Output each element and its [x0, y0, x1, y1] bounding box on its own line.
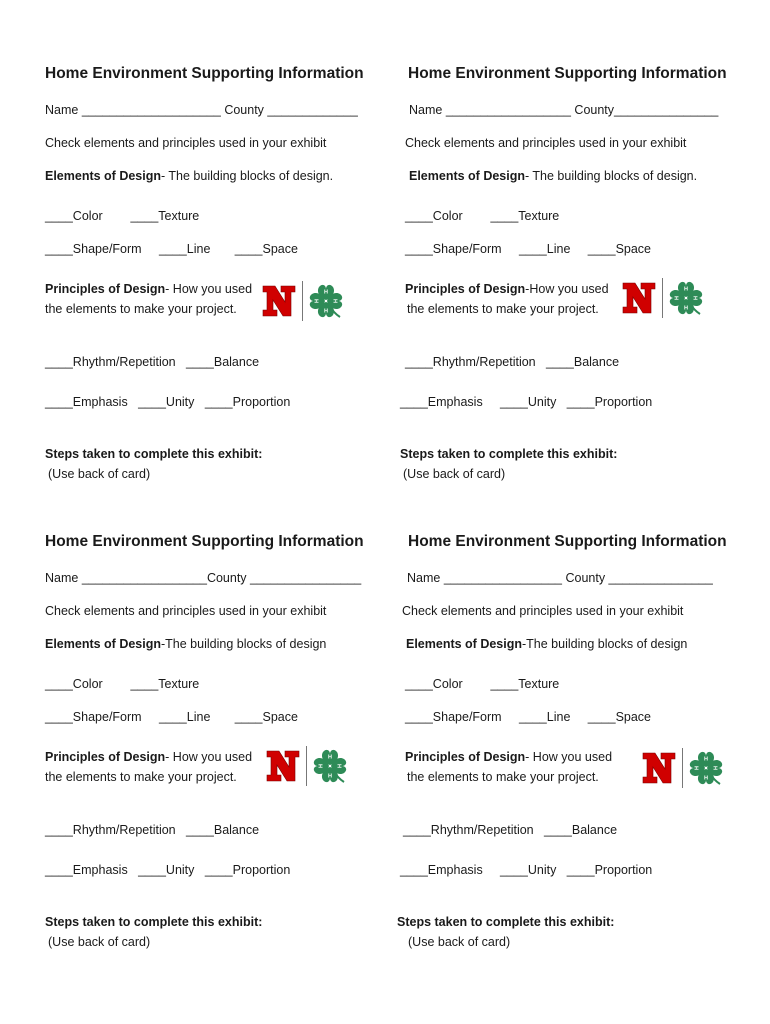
steps-heading-text: Steps taken to complete this exhibit: [400, 447, 618, 461]
card-bottom-right [397, 532, 765, 992]
svg-text:H: H [684, 286, 688, 293]
principles-desc: -How you used [525, 282, 609, 296]
svg-text:H: H [704, 756, 708, 763]
steps-heading [45, 914, 262, 930]
elements-desc: -The building blocks of design [522, 637, 688, 651]
principles-desc: - How you used [525, 750, 613, 764]
checklist-row-shape-line-space[interactable]: ____Shape/Form ____Line ____Space [45, 710, 298, 724]
checklist-row-rhythm-balance[interactable]: ____Rhythm/Repetition ____Balance [403, 823, 618, 837]
elements-of-design-line [45, 168, 333, 184]
4h-clover-icon [687, 748, 725, 788]
principles-of-design-line [45, 749, 252, 765]
elements-desc: -The building blocks of design [161, 637, 327, 651]
elements-of-design-line [406, 636, 687, 652]
4h-clover-icon [311, 746, 349, 786]
logo-divider [662, 278, 663, 318]
svg-text:H: H [318, 764, 325, 768]
principles-desc-line2: the elements to make your project. [45, 302, 237, 316]
checklist-row-emphasis-unity-proportion[interactable]: ____Emphasis ____Unity ____Proportion [400, 863, 653, 877]
svg-text:H: H [324, 306, 328, 313]
logo-group [261, 279, 345, 323]
steps-note: (Use back of card) [403, 467, 506, 481]
check-instructions: Check elements and principles used in your exhibit [402, 604, 684, 618]
principles-desc-line2: the elements to make your project. [407, 770, 599, 784]
principles-desc-line2: the elements to make your project. [407, 302, 599, 316]
card-top-right [400, 64, 765, 524]
checklist-row-shape-line-space[interactable]: ____Shape/Form ____Line ____Space [405, 242, 652, 256]
elements-heading: Elements of Design [45, 169, 161, 183]
principles-heading: Principles of Design [45, 750, 166, 764]
nebraska-n-icon [641, 750, 677, 786]
principles-of-design-line [405, 281, 609, 297]
svg-text:H: H [674, 296, 681, 300]
svg-text:H: H [335, 764, 342, 768]
logo-group [621, 276, 705, 320]
principles-heading: Principles of Design [405, 750, 526, 764]
principles-desc: - How you used [165, 282, 253, 296]
steps-note: (Use back of card) [408, 935, 511, 949]
svg-text:H: H [331, 299, 338, 303]
elements-desc: - The building blocks of design. [525, 169, 698, 183]
4h-clover-icon [307, 281, 345, 321]
card-top-left [45, 64, 405, 524]
checklist-row-emphasis-unity-proportion[interactable]: ____Emphasis ____Unity ____Proportion [400, 395, 653, 409]
check-instructions: Check elements and principles used in your exhibit [405, 136, 687, 150]
elements-of-design-line [45, 636, 326, 652]
checklist-row-color-texture[interactable]: ____Color ____Texture [45, 209, 200, 223]
svg-text:H: H [324, 289, 328, 296]
steps-heading-text: Steps taken to complete this exhibit: [45, 915, 263, 929]
logo-group [641, 746, 725, 790]
elements-heading: Elements of Design [45, 637, 161, 651]
svg-text:H: H [684, 303, 688, 310]
checklist-row-shape-line-space[interactable]: ____Shape/Form ____Line ____Space [45, 242, 298, 256]
nebraska-n-icon [261, 283, 297, 319]
principles-desc-line2: the elements to make your project. [45, 770, 237, 784]
principles-of-design-line [405, 749, 612, 765]
checklist-row-rhythm-balance[interactable]: ____Rhythm/Repetition ____Balance [405, 355, 620, 369]
svg-text:H: H [328, 771, 332, 778]
checklist-row-shape-line-space[interactable]: ____Shape/Form ____Line ____Space [405, 710, 652, 724]
elements-desc: - The building blocks of design. [161, 169, 334, 183]
checklist-row-color-texture[interactable]: ____Color ____Texture [405, 677, 560, 691]
elements-heading: Elements of Design [409, 169, 525, 183]
checklist-row-rhythm-balance[interactable]: ____Rhythm/Repetition ____Balance [45, 355, 260, 369]
steps-heading-text: Steps taken to complete this exhibit: [45, 447, 263, 461]
check-instructions: Check elements and principles used in your exhibit [45, 604, 327, 618]
card-title: Home Environment Supporting Information [408, 65, 727, 82]
name-county-line[interactable]: Name _________________ County _______________ [407, 571, 713, 585]
svg-text:H: H [711, 766, 718, 770]
name-county-line[interactable]: Name __________________County ________________ [45, 571, 362, 585]
nebraska-n-icon [265, 748, 301, 784]
svg-text:H: H [328, 754, 332, 761]
logo-divider [302, 281, 303, 321]
4h-clover-icon [667, 278, 705, 318]
steps-heading [400, 446, 617, 462]
checklist-row-color-texture[interactable]: ____Color ____Texture [45, 677, 200, 691]
logo-divider [306, 746, 307, 786]
svg-text:H: H [691, 296, 698, 300]
svg-text:H: H [704, 773, 708, 780]
card-title: Home Environment Supporting Information [408, 533, 727, 550]
elements-of-design-line [409, 168, 697, 184]
card-title: Home Environment Supporting Information [45, 533, 364, 550]
steps-heading-text: Steps taken to complete this exhibit: [397, 915, 615, 929]
checklist-row-emphasis-unity-proportion[interactable]: ____Emphasis ____Unity ____Proportion [45, 863, 291, 877]
svg-text:H: H [694, 766, 701, 770]
elements-heading: Elements of Design [406, 637, 522, 651]
principles-heading: Principles of Design [405, 282, 526, 296]
logo-group [265, 744, 349, 788]
card-bottom-left [45, 532, 405, 992]
principles-desc: - How you used [165, 750, 253, 764]
name-county-line[interactable]: Name __________________ County_______________ [409, 103, 719, 117]
nebraska-n-icon [621, 280, 657, 316]
principles-heading: Principles of Design [45, 282, 166, 296]
principles-of-design-line [45, 281, 252, 297]
logo-divider [682, 748, 683, 788]
checklist-row-rhythm-balance[interactable]: ____Rhythm/Repetition ____Balance [45, 823, 260, 837]
steps-heading [45, 446, 262, 462]
card-title: Home Environment Supporting Information [45, 65, 364, 82]
name-county-line[interactable]: Name ____________________ County _____________ [45, 103, 358, 117]
checklist-row-emphasis-unity-proportion[interactable]: ____Emphasis ____Unity ____Proportion [45, 395, 291, 409]
steps-heading [397, 914, 614, 930]
checklist-row-color-texture[interactable]: ____Color ____Texture [405, 209, 560, 223]
steps-note: (Use back of card) [48, 467, 151, 481]
svg-text:H: H [314, 299, 321, 303]
steps-note: (Use back of card) [48, 935, 151, 949]
check-instructions: Check elements and principles used in your exhibit [45, 136, 327, 150]
